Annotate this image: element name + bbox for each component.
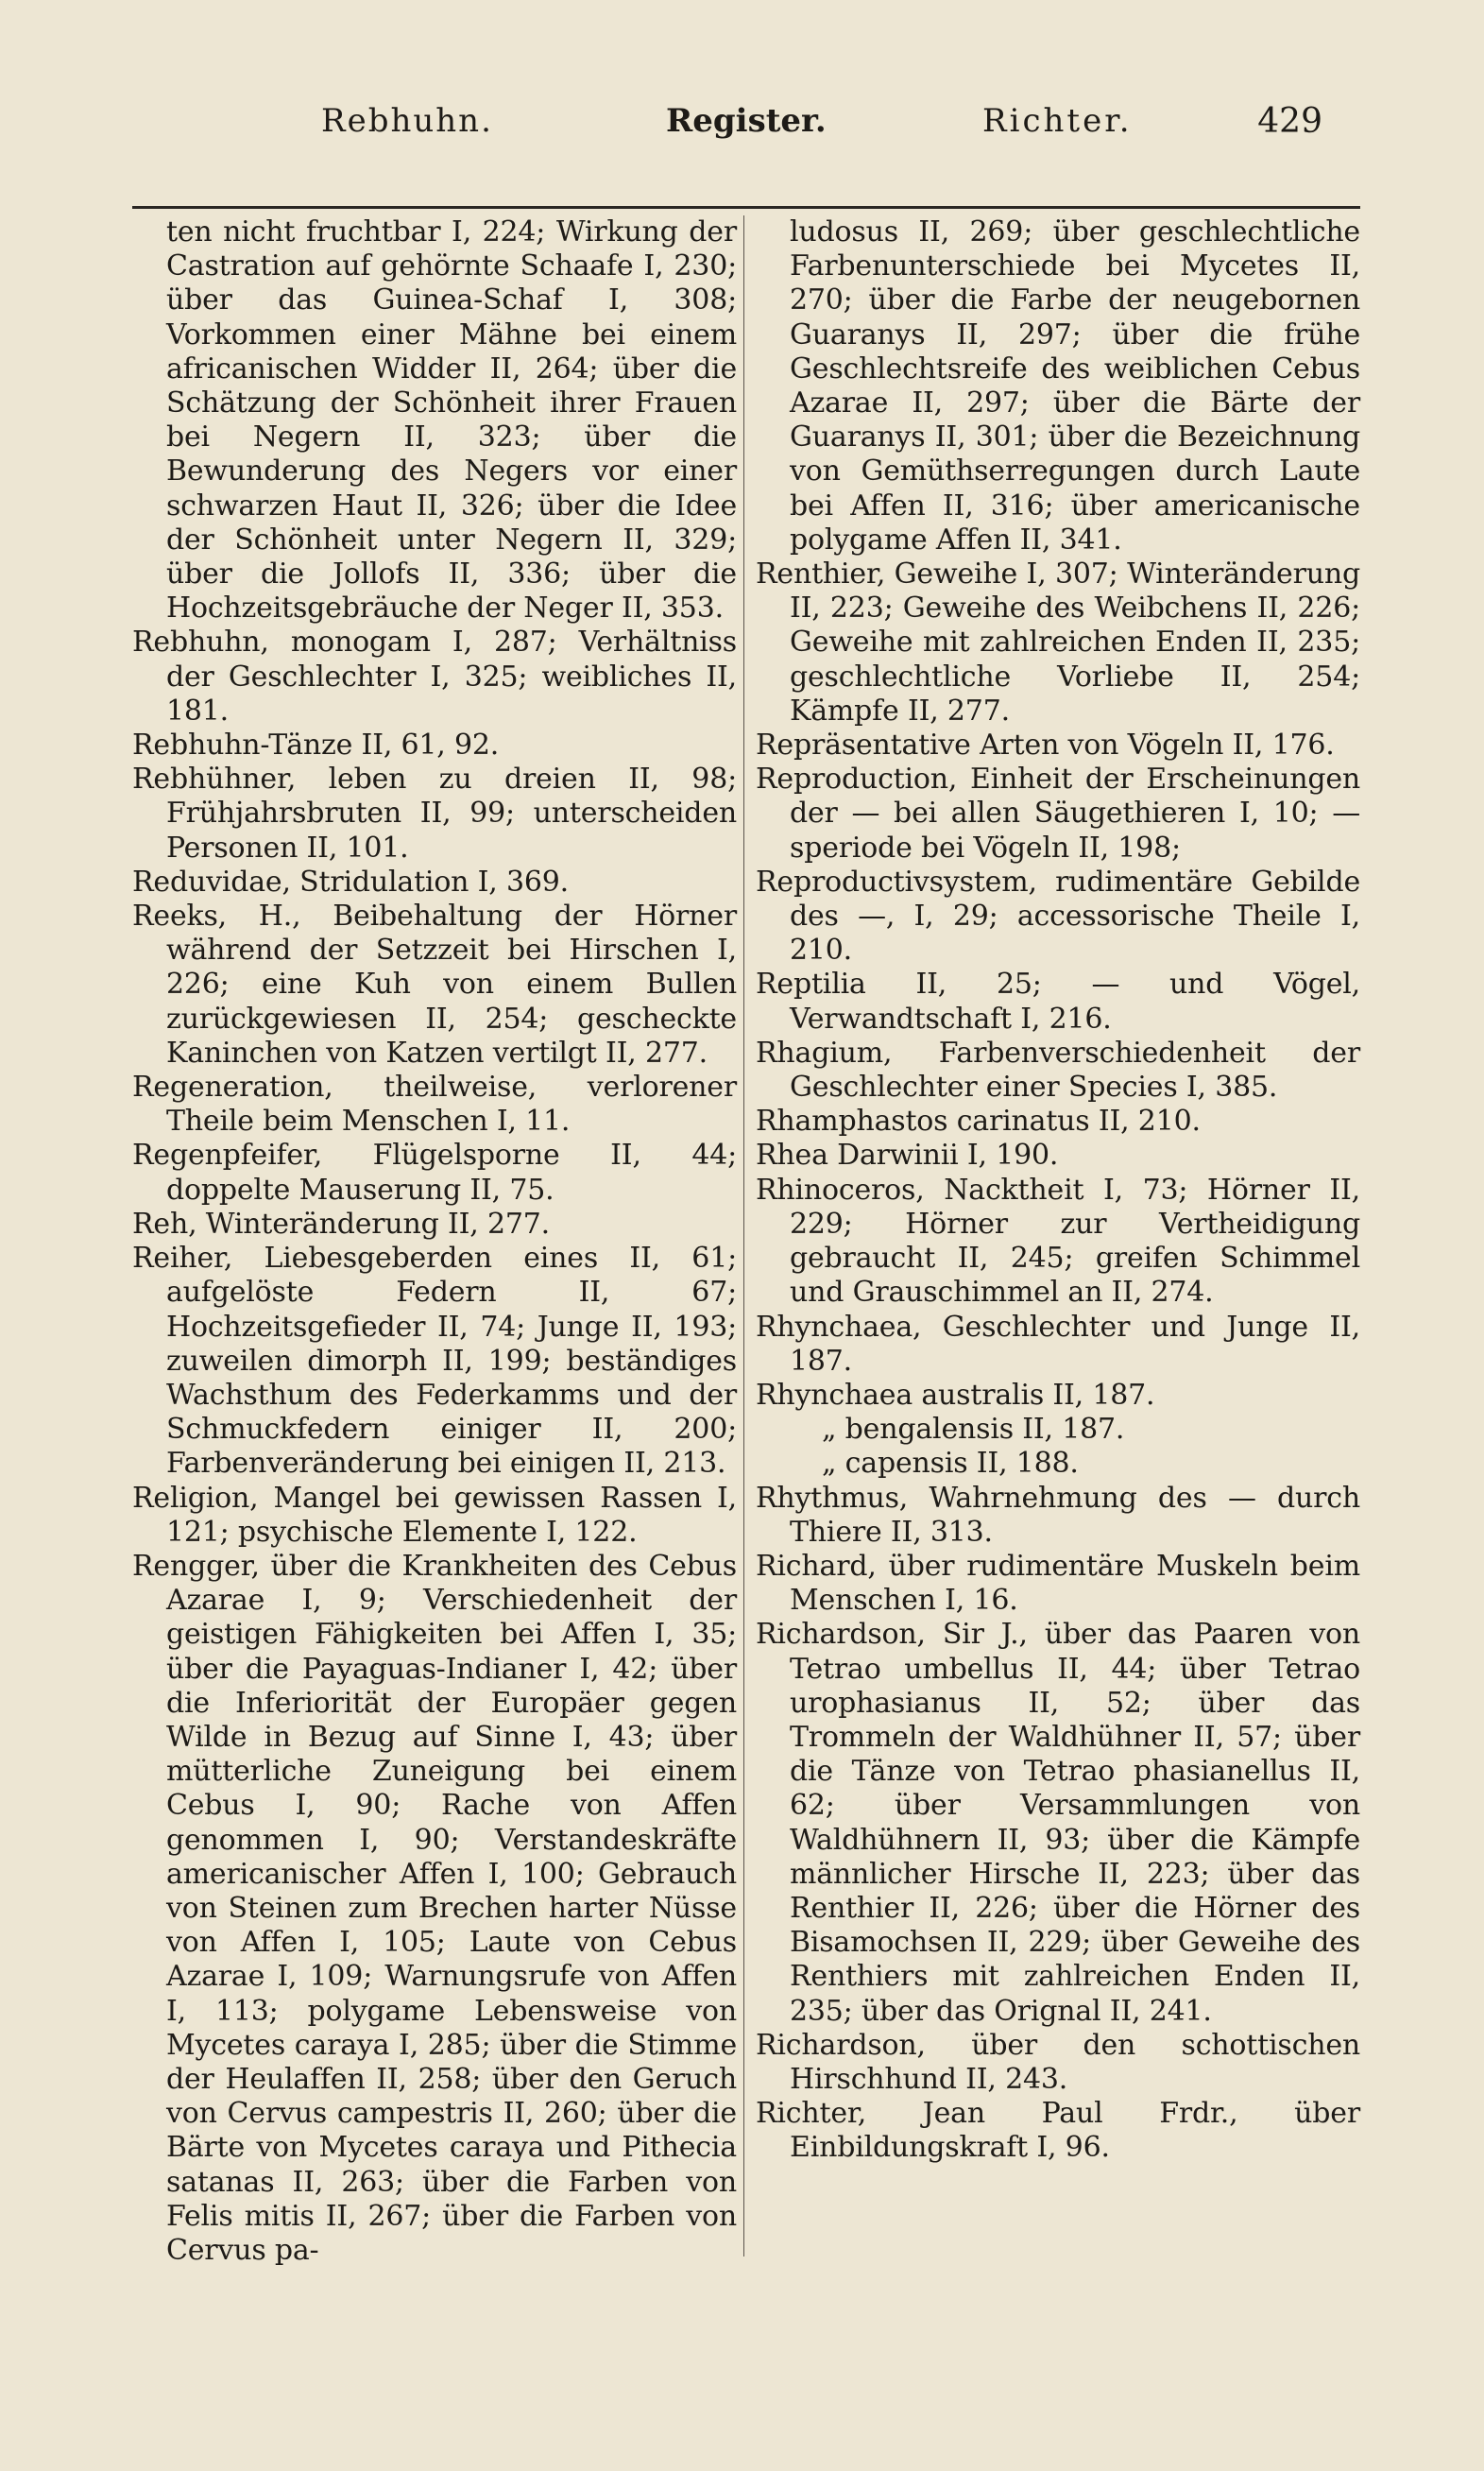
- index-entry: Reh, Winteränderung II, 277.: [132, 1207, 550, 1241]
- index-entry: Rengger, über die Krankheiten des Cebus Azarae I, 9; Verschiedenheit der geistigen Fähigkeiten bei Affen I, 35; über die Payaguas-Indianer I, 42; über die Inferiorität der Europäer gegen Wilde in Bezug auf Sinne I, 43; über mütterliche Zuneigung bei einem Cebus I, 90; Rache von Affen genommen I, 90; Verstandeskräfte americanischer Affen I, 100; Gebrauch von Steinen zum Brechen harter Nüsse von Affen I, 105; Laute von Cebus Azarae I, 109; Warnungsrufe von Affen I, 113; polygame Lebensweise von Mycetes caraya I, 285; über die Stimme der Heulaffen II, 258; über den Geruch von Cervus campestris II, 260; über die Bärte von Mycetes caraya und Pithecia satanas II, 263; über die Farben von Felis mitis II, 267; über die Farben von Cervus pa-: [132, 1549, 737, 2267]
- index-entry: Rebhuhn-Tänze II, 61, 92.: [132, 729, 500, 763]
- index-entry: Richardson, Sir J., über das Paaren von Tetrao umbellus II, 44; über Tetrao urophasianus II, 52; über das Trommeln der Waldhühner II, 57; über die Tänze von Tetrao phasianellus II, 62; über Versammlungen von Waldhühnern II, 93; über die Kämpfe männlicher Hirsche II, 223; über das Renthier II, 226; über die Hörner des Bisamochsen II, 229; über Geweihe des Renthiers mit zahlreichen Enden II, 235; über das Orignal II, 241.: [756, 1618, 1360, 2028]
- index-entry: Reproduction, Einheit der Erscheinungen der — bei allen Säugethieren I, 10; —speriode bei Vögeln II, 198;: [756, 763, 1360, 865]
- page-number: 429: [1257, 102, 1322, 141]
- index-entry: Rebhuhn, monogam I, 287; Verhältniss der Geschlechter I, 325; weibliches II, 181.: [132, 626, 737, 728]
- header-last-entry: Richter.: [982, 102, 1133, 140]
- index-entry: Rebhühner, leben zu dreien II, 98; Frühjahrsbruten II, 99; unterscheiden Personen II, 101.: [132, 763, 737, 865]
- index-entry: Rhamphastos carinatus II, 210.: [756, 1105, 1201, 1139]
- index-subentry: „ bengalensis II, 187.: [822, 1413, 1125, 1447]
- index-entry: ten nicht fruchtbar I, 224; Wirkung der Castration auf gehörnte Schaafe I, 230; über das Guinea-Schaf I, 308; Vorkommen einer Mähne bei einem africanischen Widder II, 264; über die Schätzung der Schönheit ihrer Frauen bei Negern II, 323; über die Bewunderung des Negers vor einer schwarzen Haut II, 326; über die Idee der Schönheit unter Negern II, 329; über die Jollofs II, 336; über die Hochzeitsgebräuche der Neger II, 353.: [166, 215, 737, 626]
- index-entry: Rhynchaea australis II, 187.: [756, 1378, 1155, 1412]
- index-entry: Religion, Mangel bei gewissen Rassen I, 121; psychische Elemente I, 122.: [132, 1481, 737, 1549]
- index-entry: Rhythmus, Wahrnehmung des — durch Thiere II, 313.: [756, 1481, 1360, 1549]
- index-entry: Reiher, Liebesgeberden eines II, 61; aufgelöste Federn II, 67; Hochzeitsgefieder II, 74; Junge II, 193; zuweilen dimorph II, 199; beständiges Wachsthum des Federkamms und der Schmuckfedern einiger II, 200; Farbenveränderung bei einigen II, 213.: [132, 1242, 737, 1481]
- index-entry: Richardson, über den schottischen Hirschhund II, 243.: [756, 2028, 1360, 2096]
- header-rule: [132, 206, 1360, 209]
- index-entry: Renthier, Geweihe I, 307; Winteränderung II, 223; Geweihe des Weibchens II, 226; Geweihe mit zahlreichen Enden II, 235; geschlechtliche Vorliebe II, 254; Kämpfe II, 277.: [756, 558, 1360, 728]
- header-first-entry: Rebhuhn.: [321, 102, 493, 140]
- index-entry: Reeks, H., Beibehaltung der Hörner während der Setzzeit bei Hirschen I, 226; eine Kuh von einem Bullen zurückgewiesen II, 254; gescheckte Kaninchen von Katzen vertilgt II, 277.: [132, 900, 737, 1070]
- index-entry: Rhea Darwinii I, 190.: [756, 1139, 1059, 1173]
- index-entry: Regenpfeifer, Flügelsporne II, 44; doppelte Mauserung II, 75.: [132, 1139, 737, 1207]
- left-column: [132, 215, 737, 2268]
- index-entry: Rhinoceros, Nacktheit I, 73; Hörner II, 229; Hörner zur Vertheidigung gebraucht II, 245; greifen Schimmel und Grauschimmel an II, 274.: [756, 1173, 1360, 1310]
- index-entry: Regeneration, theilweise, verlorener Theile beim Menschen I, 11.: [132, 1071, 737, 1139]
- column-divider: [743, 215, 744, 2257]
- index-entry: Rhagium, Farbenverschiedenheit der Geschlechter einer Species I, 385.: [756, 1036, 1360, 1105]
- index-entry: Rhynchaea, Geschlechter und Junge II, 187.: [756, 1310, 1360, 1378]
- index-entry: Reduvidae, Stridulation I, 369.: [132, 865, 569, 899]
- header-section-title: Register.: [666, 102, 827, 140]
- index-entry: Repräsentative Arten von Vögeln II, 176.: [756, 729, 1335, 763]
- index-entry: Richter, Jean Paul Frdr., über Einbildungskraft I, 96.: [756, 2097, 1360, 2165]
- running-header: [132, 102, 1360, 159]
- index-subentry: „ capensis II, 188.: [822, 1447, 1079, 1481]
- right-column: [756, 215, 1360, 2166]
- index-entry: Reptilia II, 25; — und Vögel, Verwandtschaft I, 216.: [756, 968, 1360, 1036]
- index-entry: ludosus II, 269; über geschlechtliche Farbenunterschiede bei Mycetes II, 270; über die Farbe der neugebornen Guaranys II, 297; über die frühe Geschlechtsreife des weiblichen Cebus Azarae II, 297; über die Bärte der Guaranys II, 301; über die Bezeichnung von Gemüthserregungen durch Laute bei Affen II, 316; über americanische polygame Affen II, 341.: [790, 215, 1360, 557]
- index-entry: Reproductivsystem, rudimentäre Gebilde des —, I, 29; accessorische Theile I, 210.: [756, 865, 1360, 968]
- index-entry: Richard, über rudimentäre Muskeln beim Menschen I, 16.: [756, 1549, 1360, 1618]
